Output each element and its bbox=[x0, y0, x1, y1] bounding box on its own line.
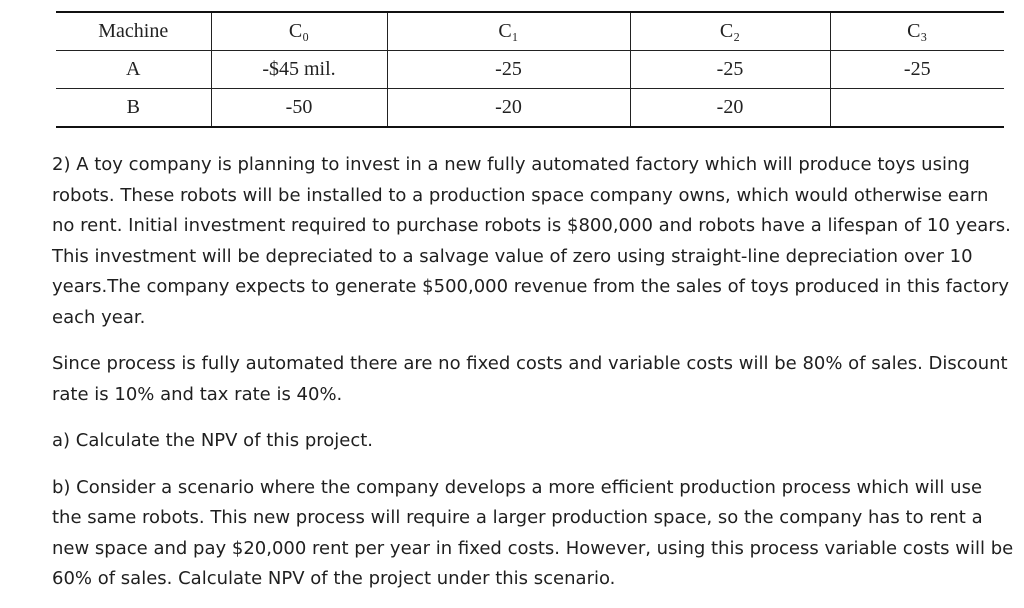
problem-assumptions: Since process is fully automated there are no fixed costs and variable costs will be 80% of sales. Discount rate is 10% and tax rate is 40%. bbox=[52, 353, 1008, 405]
table-row bbox=[56, 51, 1004, 89]
question-b: b) Consider a scenario where the company develops a more efficient production process which will use the same robots. This new process will require a larger production space, so the company has to rent a new space and pay $20,000 rent per year in fixed costs. However, using this process variable costs will be 60% of sales. Calculate NPV of the project under this scenario. bbox=[52, 476, 1014, 589]
cell-c2: -20 bbox=[630, 89, 830, 128]
cash-flow-table bbox=[56, 11, 1004, 128]
cell-c3 bbox=[830, 89, 1004, 128]
cell-c0: -$45 mil. bbox=[211, 51, 387, 89]
header-c3: C₃ bbox=[830, 12, 1004, 51]
table-row bbox=[56, 89, 1004, 128]
question-a: a) Calculate the NPV of this project. bbox=[52, 430, 374, 451]
header-c1: C₁ bbox=[387, 12, 630, 51]
cell-c0: -50 bbox=[211, 89, 387, 128]
header-c2: C₂ bbox=[630, 12, 830, 51]
cell-c1: -25 bbox=[387, 51, 630, 89]
header-machine: Machine bbox=[56, 12, 211, 51]
problem-statement: 2) A toy company is planning to invest in a new fully automated factory which will produce toys using robots. These robots will be installed to a production space company owns, which would otherwise earn no rent. Initial investment required to purchase robots is $800,000 and robots have a lifespan of 10 years. This investment will be depreciated to a salvage value of zero using straight-line depreciation over 10 years.The company expects to generate $500,000 revenue from the sales of toys produced in this factory each year. bbox=[52, 154, 1011, 328]
cell-c3: -25 bbox=[830, 51, 1004, 89]
table-header-row bbox=[56, 12, 1004, 51]
cell-machine: B bbox=[56, 89, 211, 128]
problem-text bbox=[52, 150, 1014, 595]
cell-c1: -20 bbox=[387, 89, 630, 128]
cell-c2: -25 bbox=[630, 51, 830, 89]
header-c0: C₀ bbox=[211, 12, 387, 51]
cell-machine: A bbox=[56, 51, 211, 89]
